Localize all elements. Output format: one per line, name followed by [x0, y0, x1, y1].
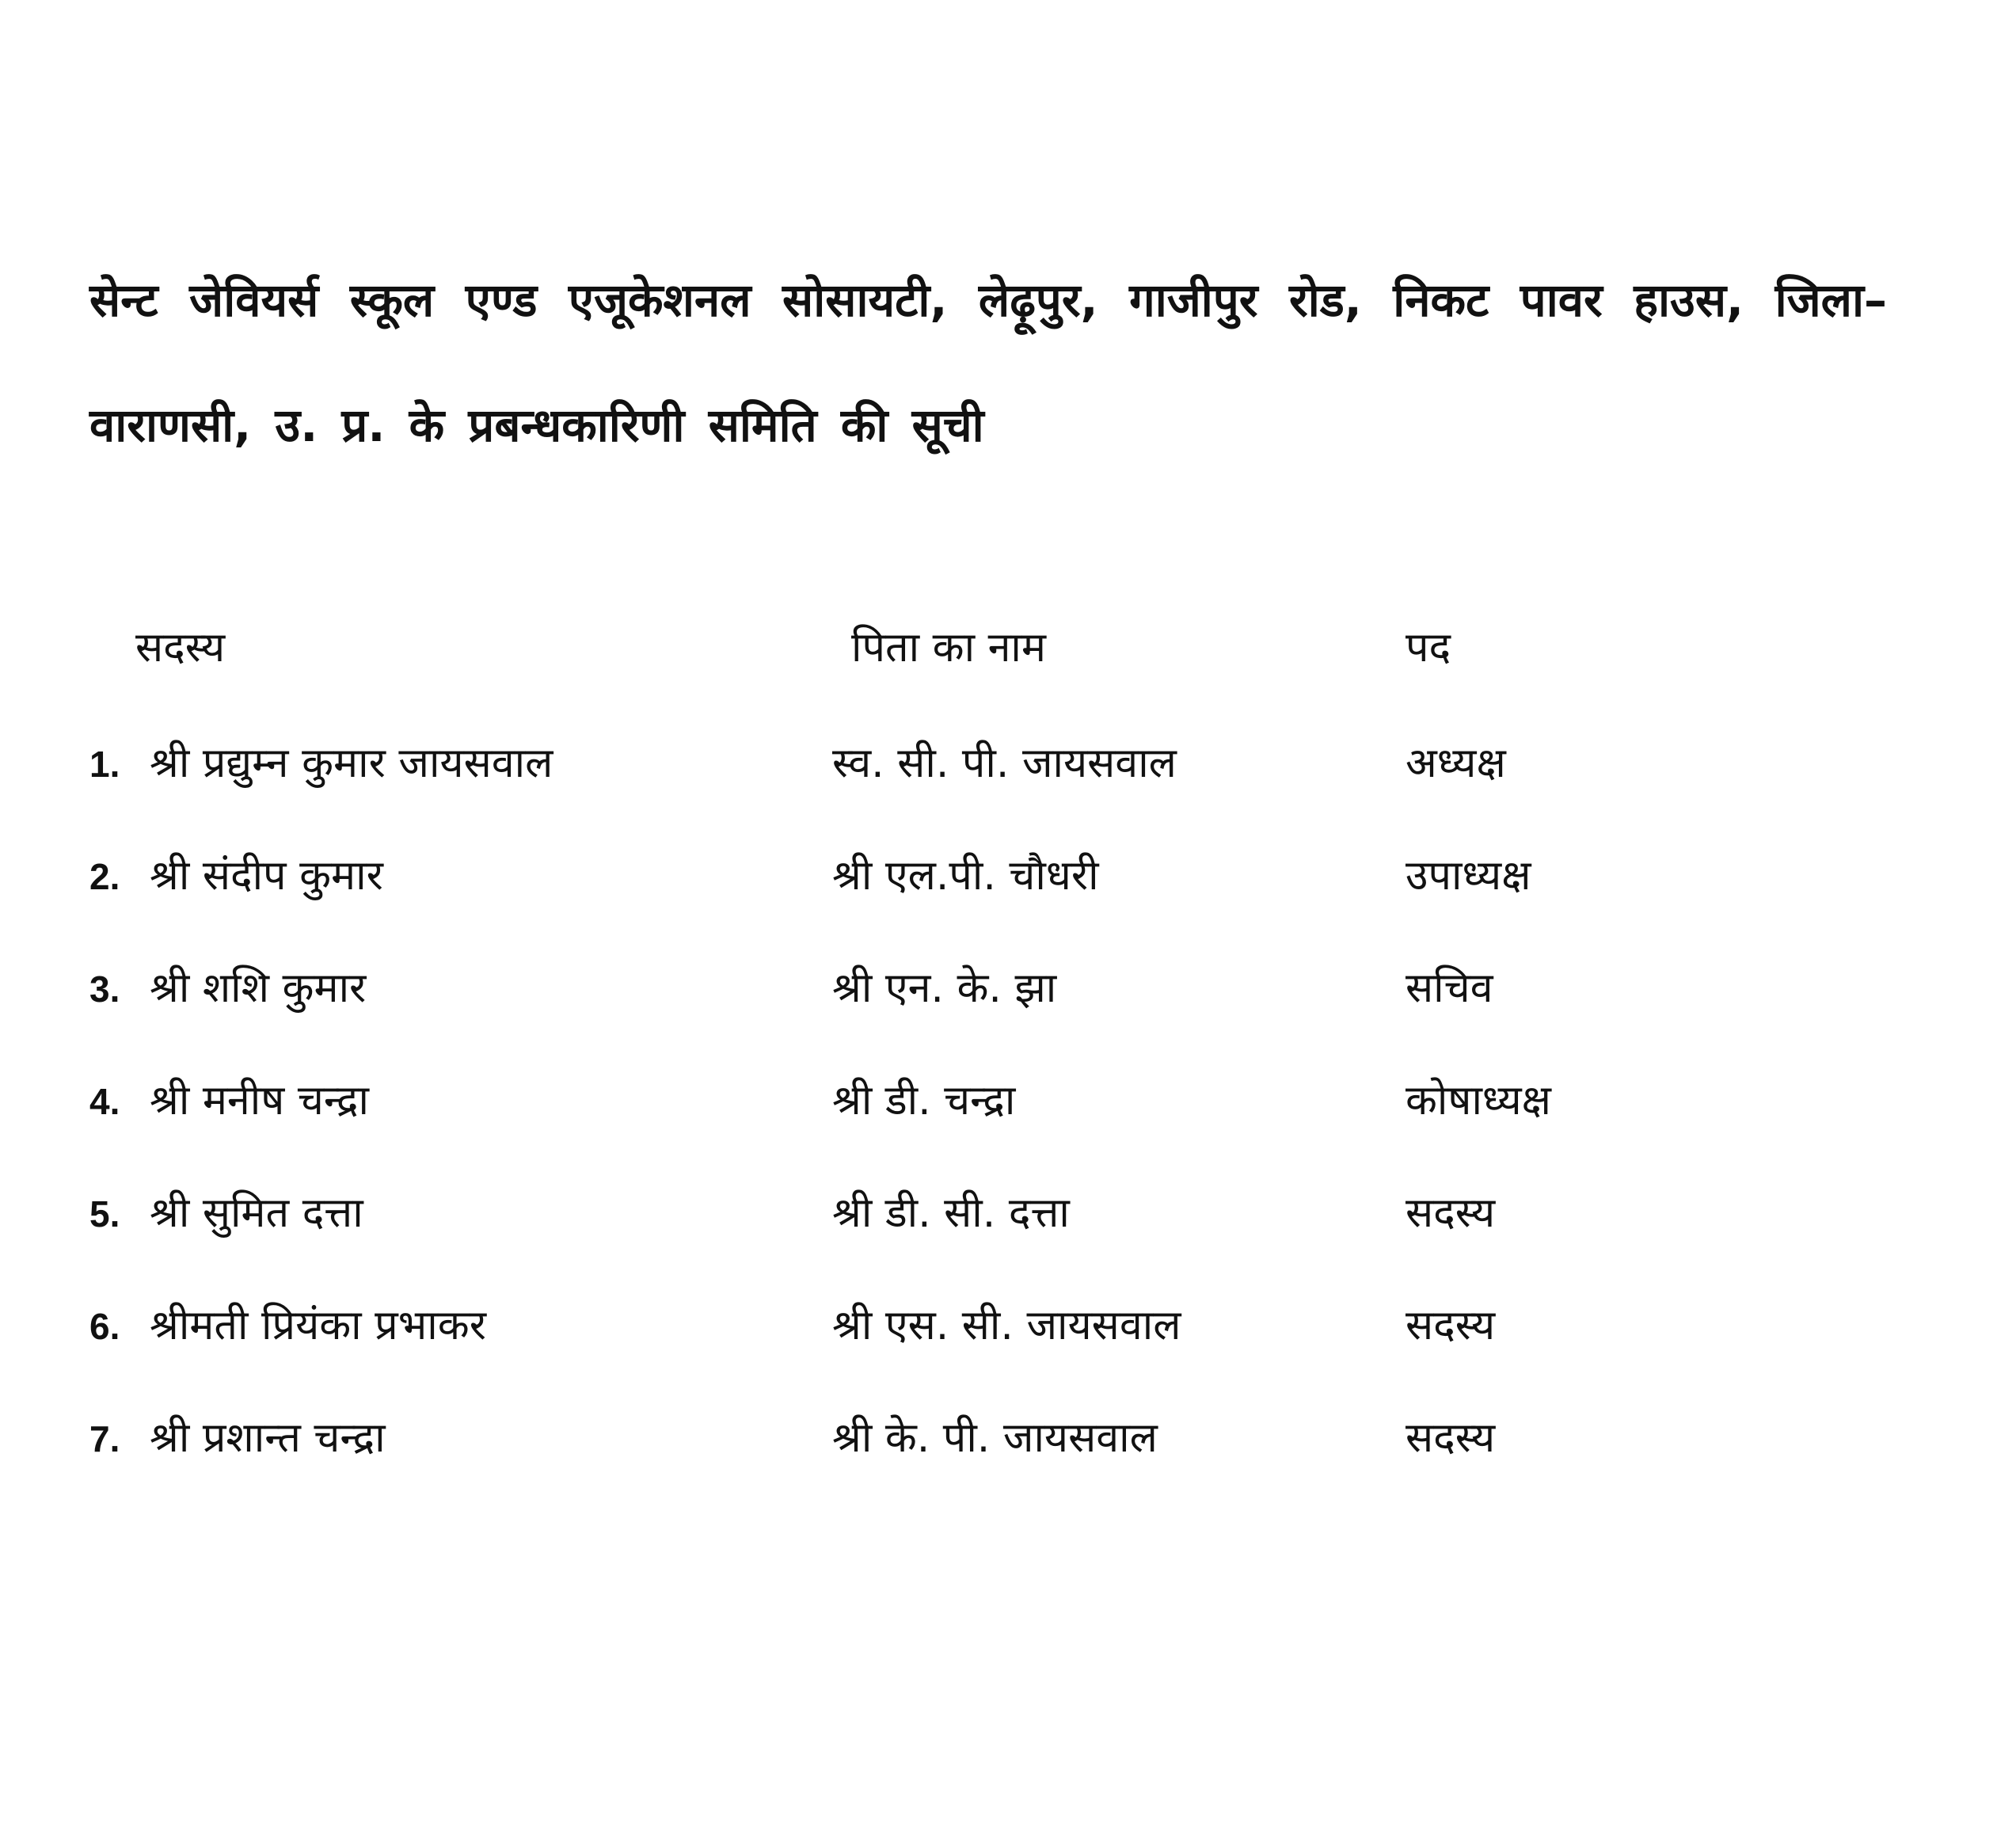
table-row	[89, 705, 1801, 817]
father-name-cell: श्री डी. सी. दत्ता	[832, 1189, 1070, 1237]
table-row	[89, 1042, 1801, 1155]
member-name: श्री प्रशान्त चन्द्रा	[150, 1414, 386, 1462]
member-cell	[89, 705, 832, 817]
member-cell	[89, 1379, 832, 1492]
father-name-cell: श्री डी. चन्द्रा	[832, 1076, 1016, 1124]
post-cell: उपाध्यक्ष	[1405, 851, 1531, 900]
member-name: श्रीमती प्रियंका प्रभाकर	[150, 1301, 486, 1349]
member-cell	[89, 817, 832, 930]
father-name-cell: श्री एल.पी. चौधरी	[832, 851, 1099, 900]
post-cell: सदस्य	[1405, 1301, 1496, 1349]
table-header-row	[89, 618, 1801, 705]
table-row	[89, 1267, 1801, 1379]
row-number: 6.	[89, 1305, 120, 1347]
post-cell: सदस्य	[1405, 1414, 1496, 1462]
father-name-cell: श्री के. पी. जायसवाल	[832, 1414, 1158, 1462]
post-cell: कोषाध्यक्ष	[1405, 1076, 1551, 1124]
member-cell	[89, 1155, 832, 1267]
member-name: श्री संदीप कुमार	[150, 851, 383, 900]
column-header-father-name: पिता का नाम	[851, 624, 1046, 672]
row-number: 2.	[89, 855, 120, 897]
row-number: 4.	[89, 1080, 120, 1122]
member-cell	[89, 1042, 832, 1155]
post-cell: अध्यक्ष	[1405, 739, 1506, 787]
member-name: श्री प्रद्युम्न कुमार जायसवाल	[150, 739, 553, 787]
row-number: 3.	[89, 968, 120, 1010]
member-name: श्री मनीष चन्द्रा	[150, 1076, 369, 1124]
table-row	[89, 930, 1801, 1042]
member-cell	[89, 1267, 832, 1379]
column-header-member: सदस्य	[135, 624, 226, 672]
row-number: 5.	[89, 1193, 120, 1235]
member-name: श्री शशि कुमार	[150, 964, 367, 1012]
table-row	[89, 1379, 1801, 1492]
father-name-cell: श्री एस. सी. जायसवाल	[832, 1301, 1181, 1349]
table-row	[89, 817, 1801, 930]
row-number: 1.	[89, 743, 120, 785]
post-cell: सचिव	[1405, 964, 1493, 1012]
column-header-post: पद	[1405, 624, 1451, 672]
member-cell	[89, 930, 832, 1042]
father-name-cell: श्री एन. के. झा	[832, 964, 1057, 1012]
document-heading: सेन्ट जेवियर्स स्कूल एण्ड एजूकेशनल सोसायटी, लेढ़ूपुर, गाजीपुर रोड, निकट पावर हाउस, जिला–वाराणसी, उ. प्र. के प्रबन्धकारिणी समिति की सूची	[89, 273, 1887, 452]
table-row	[89, 1155, 1801, 1267]
row-number: 7.	[89, 1417, 120, 1459]
father-name-cell: स्व. सी. पी. जायसवाल	[832, 739, 1177, 787]
committee-table	[89, 618, 1801, 1492]
member-name: श्री सुमित दत्ता	[150, 1189, 363, 1237]
post-cell: सदस्य	[1405, 1189, 1496, 1237]
